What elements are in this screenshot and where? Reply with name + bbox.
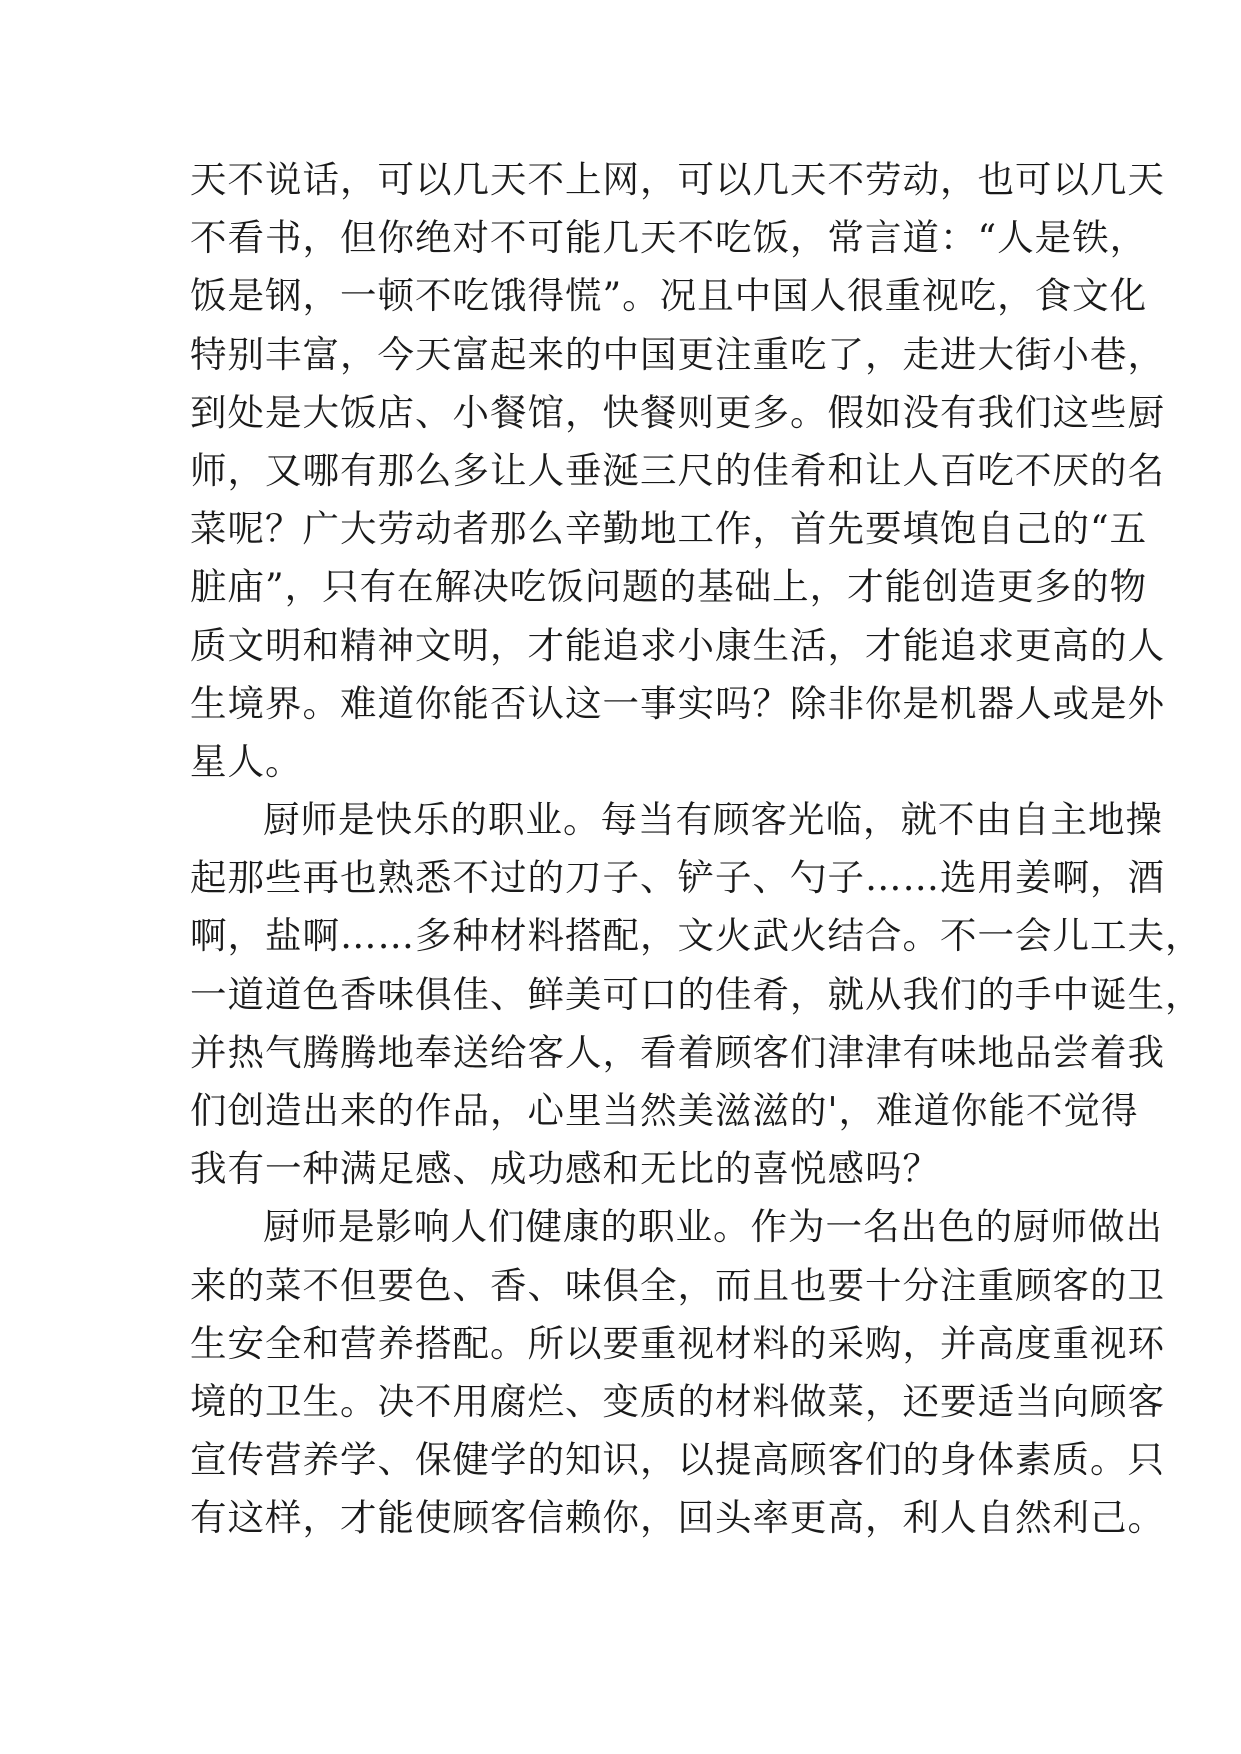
paragraph-start-line: 厨师是快乐的职业。每当有顾客光临，就不由自主地操 (263, 798, 1163, 842)
text-line: 起那些再也熟悉不过的刀子、铲子、勺子……选用姜啊，酒 (190, 856, 1165, 900)
text-line: 生安全和营养搭配。所以要重视材料的采购，并高度重视环 (190, 1321, 1165, 1365)
text-line: 到处是大饭店、小餐馆，快餐则更多。假如没有我们这些厨 (190, 390, 1165, 434)
text-line: 星人。 (190, 739, 303, 783)
text-line: 质文明和精神文明，才能追求小康生活，才能追求更高的人 (190, 623, 1165, 667)
text-line: 生境界。难道你能否认这一事实吗？除非你是机器人或是外 (190, 681, 1165, 725)
paragraph-start-line: 厨师是影响人们健康的职业。作为一名出色的厨师做出 (263, 1205, 1163, 1249)
text-line: 特别丰富，今天富起来的中国更注重吃了，走进大街小巷， (190, 332, 1165, 376)
text-line: 来的菜不但要色、香、味俱全，而且也要十分注重顾客的卫 (190, 1263, 1165, 1307)
text-line: 啊，盐啊……多种材料搭配，文火武火结合。不一会儿工夫， (190, 914, 1203, 958)
text-line: 不看书，但你绝对不可能几天不吃饭，常言道：“人是铁， (190, 216, 1148, 260)
text-line: 们创造出来的作品，心里当然美滋滋的'，难道你能不觉得 (190, 1089, 1139, 1132)
text-line: 菜呢？广大劳动者那么辛勤地工作，首先要填饱自己的“五 (190, 507, 1148, 551)
text-line: 并热气腾腾地奉送给客人，看着顾客们津津有味地品尝着我 (190, 1030, 1165, 1074)
text-line: 我有一种满足感、成功感和无比的喜悦感吗？ (190, 1147, 940, 1191)
text-line: 境的卫生。决不用腐烂、变质的材料做菜，还要适当向顾客 (190, 1379, 1165, 1423)
text-line: 一道道色香味俱佳、鲜美可口的佳肴，就从我们的手中诞生， (190, 972, 1203, 1016)
text-line: 饭是钢，一顿不吃饿得慌”。况且中国人很重视吃，食文化 (190, 274, 1148, 318)
text-line: 师，又哪有那么多让人垂涎三尺的佳肴和让人百吃不厌的名 (190, 448, 1165, 492)
essay-body (190, 151, 1203, 1548)
text-line: 天不说话，可以几天不上网，可以几天不劳动，也可以几天 (190, 158, 1165, 201)
text-line: 脏庙”，只有在解决吃饭问题的基础上，才能创造更多的物 (190, 565, 1148, 609)
text-line: 有这样，才能使顾客信赖你，回头率更高，利人自然利己。 (190, 1496, 1165, 1540)
text-line: 宣传营养学、保健学的知识，以提高顾客们的身体素质。只 (190, 1438, 1165, 1482)
